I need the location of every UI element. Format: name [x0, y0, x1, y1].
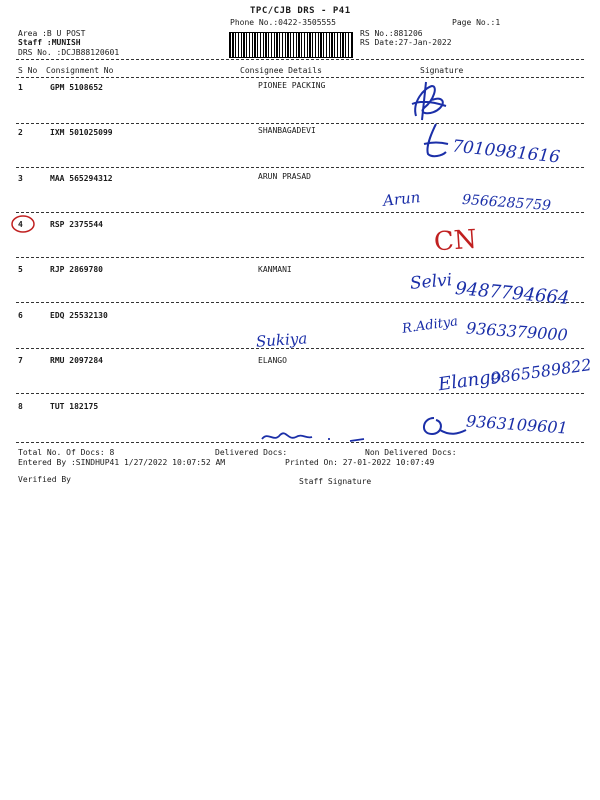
consignee-name: ELANGO — [258, 356, 287, 365]
consignee-name: KANMANI — [258, 265, 292, 274]
phone-number: Phone No.:0422-3505555 — [230, 18, 336, 27]
row-sno: 6 — [18, 311, 23, 320]
consignment-number: TUT 182175 — [50, 402, 99, 411]
handwritten-phone: 9865589822 — [489, 355, 593, 388]
row-sno: 8 — [18, 402, 23, 411]
document-title: TPC/CJB DRS - P41 — [250, 6, 351, 16]
divider — [16, 348, 584, 349]
handwritten-phone: 9363109601 — [465, 411, 569, 438]
row-sno: 1 — [18, 83, 23, 92]
divider — [16, 167, 584, 168]
total-docs: Total No. Of Docs: 8 — [18, 448, 115, 457]
row-sno: 5 — [18, 265, 23, 274]
divider — [16, 77, 584, 78]
consignment-number: GPM 5108652 — [50, 83, 103, 92]
consignee-name: SHANBAGADEVI — [258, 126, 316, 135]
consignment-number: RSP 2375544 — [50, 220, 103, 229]
handwritten-phone: 7010981616 — [451, 136, 561, 168]
staff-signature-label: Staff Signature — [299, 477, 372, 486]
entered-by: Entered By :SINDHUP41 1/27/2022 10:07:52 AM — [18, 458, 226, 467]
divider — [16, 123, 584, 124]
divider — [16, 257, 584, 258]
handwritten-mark: CN — [433, 224, 478, 258]
verified-by: Verified By — [18, 475, 71, 484]
delivered-docs: Delivered Docs: — [215, 448, 288, 457]
handwritten-phone: 9487794664 — [454, 278, 571, 309]
consignment-number: RMU 2097284 — [50, 356, 103, 365]
consignment-number: MAA 565294312 — [50, 174, 113, 183]
row-sno: 2 — [18, 128, 23, 137]
divider — [16, 393, 584, 394]
signature-scribble — [402, 78, 452, 124]
area-field: Area :B U POST — [18, 29, 86, 38]
col-details: Consignee Details — [240, 66, 322, 75]
signature-scribble — [416, 412, 468, 440]
barcode — [229, 32, 353, 58]
consignment-number: EDQ 25532130 — [50, 311, 108, 320]
handwritten-name: Arun — [382, 188, 422, 210]
col-signature: Signature — [420, 66, 464, 75]
rs-date: RS Date:27-Jan-2022 — [360, 38, 452, 47]
divider — [16, 59, 584, 60]
page-number: Page No.:1 — [452, 18, 501, 27]
consignment-number: IXM 501025099 — [50, 128, 113, 137]
col-sno: S No — [18, 66, 38, 75]
divider — [16, 212, 584, 213]
non-delivered-docs: Non Delivered Docs: — [365, 448, 457, 457]
signature-scribble — [420, 122, 450, 160]
consignee-name: ARUN PRASAD — [258, 172, 311, 181]
drs-number: DRS No. :DCJB88120601 — [18, 48, 120, 57]
handwritten-name: Selvi — [409, 270, 453, 294]
handwritten-signature: Sukiya — [255, 329, 308, 351]
col-consignment: Consignment No — [46, 66, 114, 75]
staff-field: Staff :MUNISH — [18, 38, 81, 47]
consignment-number: RJP 2869780 — [50, 265, 103, 274]
handwritten-name: Elango — [436, 365, 503, 396]
row-sno: 3 — [18, 174, 23, 183]
row-circle-mark — [10, 213, 36, 235]
handwritten-phone: 9566285759 — [461, 191, 552, 215]
consignee-name: PIONEE PACKING — [258, 81, 326, 90]
signature-scribble — [258, 425, 378, 447]
handwritten-name: R.Aditya — [401, 314, 459, 337]
row-sno: 4 — [18, 220, 23, 229]
handwritten-phone: 9363379000 — [465, 318, 569, 345]
rs-number: RS No.:881206 — [360, 29, 423, 38]
row-sno: 7 — [18, 356, 23, 365]
printed-on: Printed On: 27-01-2022 10:07:49 — [285, 458, 435, 467]
